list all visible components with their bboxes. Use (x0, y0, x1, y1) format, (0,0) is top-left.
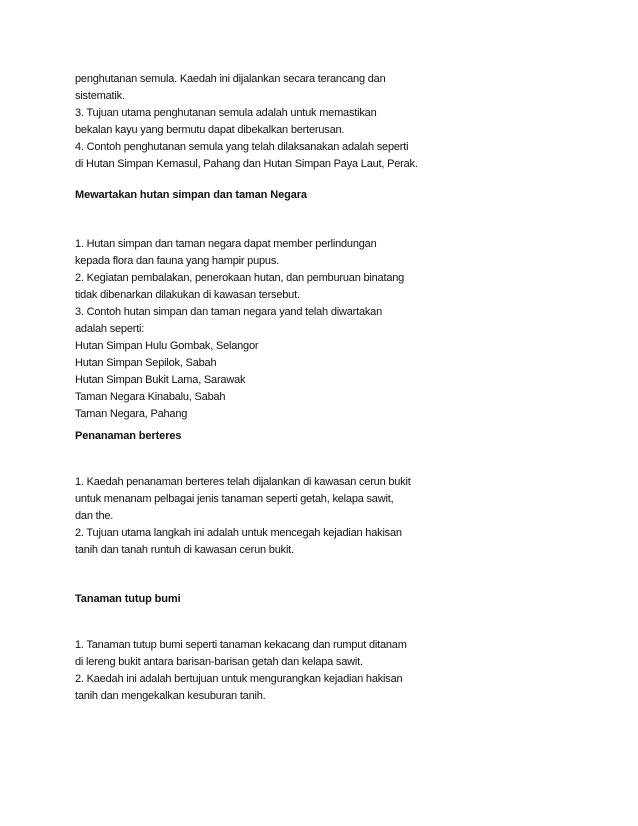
text-line: 1. Kaedah penanaman berteres telah dijalankan di kawasan cerun bukit (75, 476, 411, 488)
text-line: Taman Negara Kinabalu, Sabah (75, 391, 226, 403)
text-line: di Hutan Simpan Kemasul, Pahang dan Hutan Simpan Paya Laut, Perak. (75, 158, 418, 170)
text-line: 2. Kaedah ini adalah bertujuan untuk mengurangkan kejadian hakisan (75, 673, 403, 685)
text-line: 3. Tujuan utama penghutanan semula adalah untuk memastikan (75, 107, 377, 119)
text-line: 4. Contoh penghutanan semula yang telah dilaksanakan adalah seperti (75, 141, 409, 153)
text-line: tidak dibenarkan dilakukan di kawasan tersebut. (75, 289, 300, 301)
section-body-tanaman-tutup-bumi (75, 637, 555, 705)
section-heading: Tanaman tutup bumi (75, 593, 181, 605)
text-line: adalah seperti: (75, 323, 145, 335)
text-line: untuk menanam pelbagai jenis tanaman seperti getah, kelapa sawit, (75, 493, 394, 505)
section-heading: Mewartakan hutan simpan dan taman Negara (75, 189, 307, 201)
text-line: 2. Tujuan utama langkah ini adalah untuk mencegah kejadian hakisan (75, 527, 402, 539)
section-body-penanaman-berteres (75, 474, 555, 559)
section-heading: Penanaman berteres (75, 430, 182, 442)
section-heading-hutan-simpan (75, 187, 555, 204)
text-line: tanih dan tanah runtuh di kawasan cerun bukit. (75, 544, 294, 556)
text-line: Hutan Simpan Bukit Lama, Sarawak (75, 374, 246, 386)
text-line: Hutan Simpan Sepilok, Sabah (75, 357, 217, 369)
text-line: 3. Contoh hutan simpan dan taman negara yand telah diwartakan (75, 306, 383, 318)
section-heading-penanaman-berteres (75, 428, 555, 445)
text-line: Hutan Simpan Hulu Gombak, Selangor (75, 340, 259, 352)
text-line: 2. Kegiatan pembalakan, penerokaan hutan, dan pemburuan binatang (75, 272, 405, 284)
text-line: 1. Hutan simpan dan taman negara dapat member perlindungan (75, 238, 377, 250)
text-line: 1. Tanaman tutup bumi seperti tanaman kekacang dan rumput ditanam (75, 639, 407, 651)
text-line: tanih dan mengekalkan kesuburan tanih. (75, 690, 266, 702)
text-line: Taman Negara, Pahang (75, 408, 188, 420)
text-line: di lereng bukit antara barisan-barisan getah dan kelapa sawit. (75, 656, 363, 668)
section-heading-tanaman-tutup-bumi (75, 591, 555, 608)
text-line: dan the. (75, 510, 114, 522)
section-body-hutan-simpan (75, 236, 555, 423)
text-line: kepada flora dan fauna yang hampir pupus. (75, 255, 280, 267)
text-line: penghutanan semula. Kaedah ini dijalankan secara terancang dan (75, 73, 386, 85)
text-line: sistematik. (75, 90, 125, 102)
text-line: bekalan kayu yang bermutu dapat dibekalkan berterusan. (75, 124, 345, 136)
intro-paragraph (75, 71, 555, 173)
